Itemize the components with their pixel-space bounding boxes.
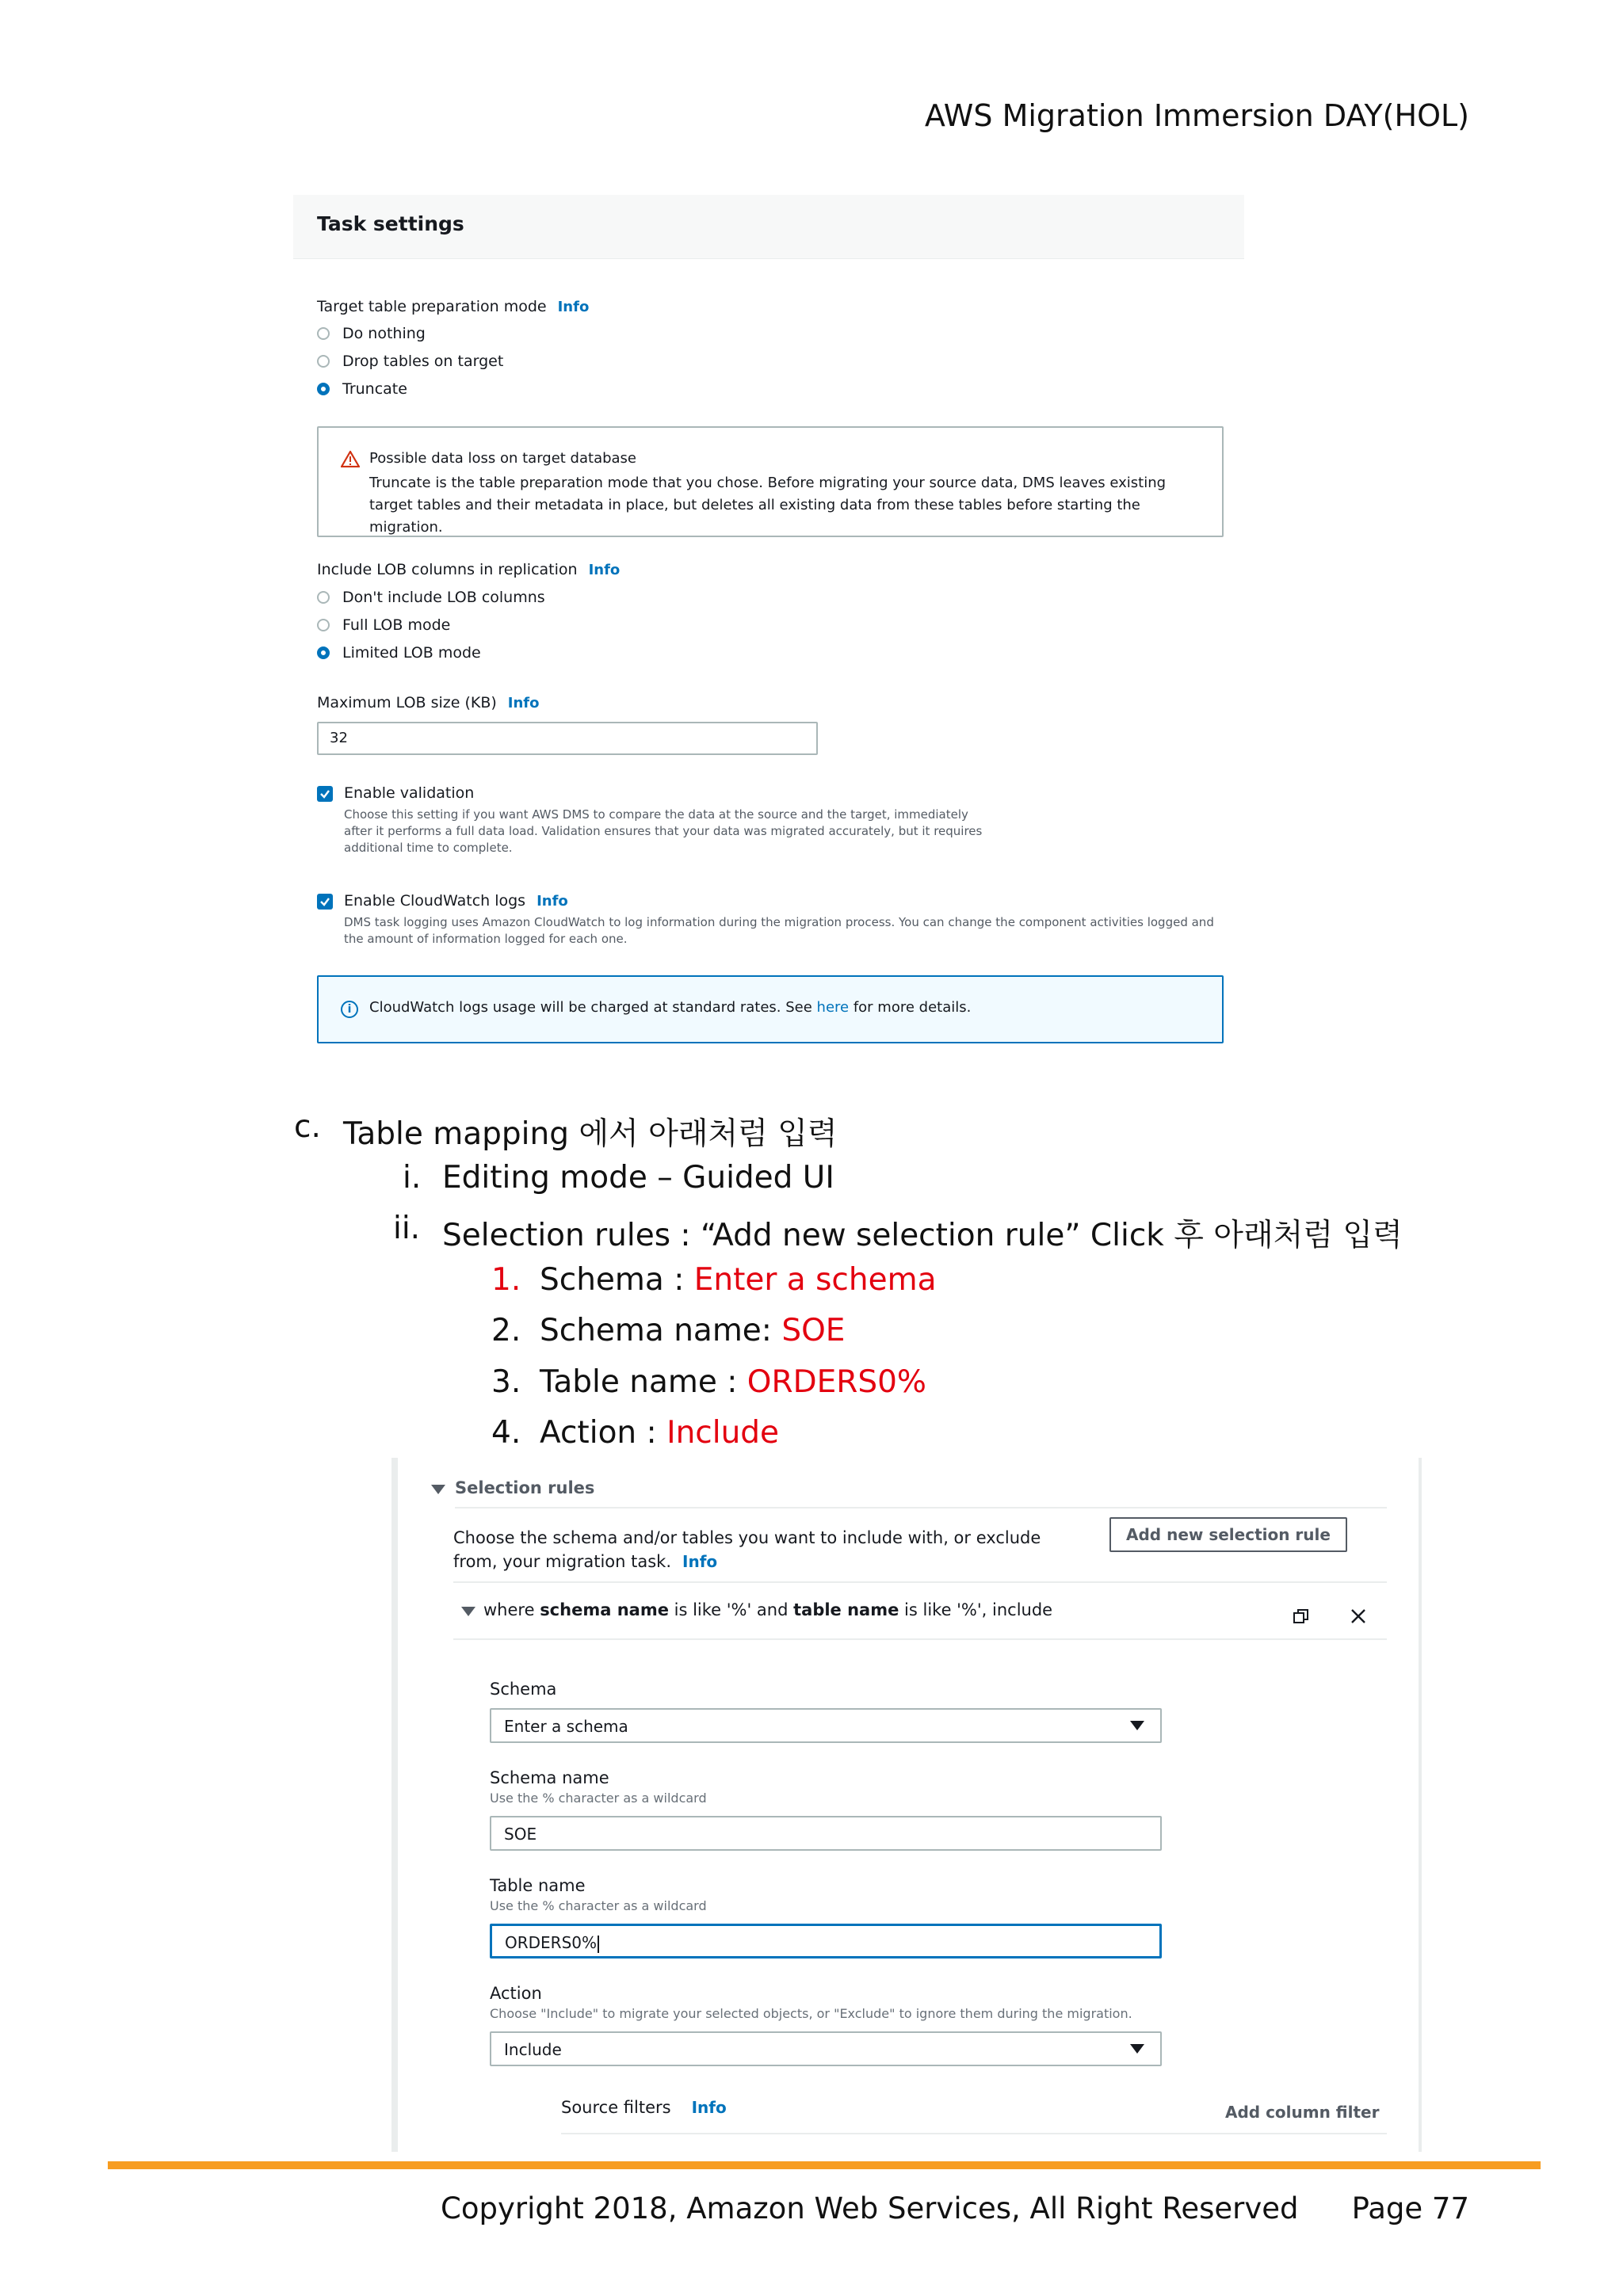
dropdown-caret-icon xyxy=(1130,2044,1144,2054)
schema-select[interactable]: Enter a schema xyxy=(490,1708,1162,1743)
max-lob-label: Maximum LOB size (KB) Info xyxy=(317,694,540,711)
prep-mode-info-link[interactable]: Info xyxy=(557,299,590,315)
selection-rules-intro: Choose the schema and/or tables you want to include with, or exclude from, your migration task. Info xyxy=(453,1528,1041,1571)
schema-name-input[interactable]: SOE xyxy=(490,1816,1162,1851)
add-new-selection-rule-button[interactable]: Add new selection rule xyxy=(1109,1517,1347,1552)
divider xyxy=(561,2133,1387,2134)
warning-body: Truncate is the table preparation mode that you chose. Before migrating your source data, DMS leaves existing target tables and their metadata in place, but deletes all existing data from these tables before starting the migration. xyxy=(369,475,1167,536)
step-3: Table name : ORDERS0% xyxy=(540,1364,926,1400)
outline-ii-marker: ii. xyxy=(393,1211,421,1246)
source-filters-label: Source filters Info xyxy=(561,2098,727,2117)
table-name-hint: Use the % character as a wildcard xyxy=(490,1898,707,1913)
selection-rules-title[interactable]: Selection rules xyxy=(455,1478,595,1497)
action-hint: Choose "Include" to migrate your selected objects, or "Exclude" to ignore them during the migration. xyxy=(490,2006,1132,2021)
outline-c-marker: c. xyxy=(294,1109,321,1145)
data-loss-warning xyxy=(317,426,1224,537)
radio-unselected-icon xyxy=(317,591,330,604)
action-select[interactable]: Include xyxy=(490,2031,1162,2066)
footer-accent-line xyxy=(108,2161,1541,2169)
cloudwatch-description: DMS task logging uses Amazon CloudWatch to log information during the migration process. You can change the component activities logged and the amount of information logged for each one. xyxy=(344,915,1214,946)
here-link[interactable]: here xyxy=(816,999,850,1016)
cloudwatch-info-link[interactable]: Info xyxy=(537,893,568,910)
radio-limited-lob[interactable]: Limited LOB mode xyxy=(317,644,481,662)
collapse-triangle-icon[interactable] xyxy=(431,1485,445,1494)
rule-summary: where schema name is like '%' and table name is like '%', include xyxy=(483,1600,1053,1619)
checkmark-icon xyxy=(319,788,331,800)
add-column-filter-button[interactable]: Add column filter xyxy=(1225,2103,1380,2122)
task-settings-header xyxy=(293,195,1244,259)
text-cursor xyxy=(598,1936,599,1953)
panel-left-border xyxy=(391,1458,398,2152)
schema-name-hint: Use the % character as a wildcard xyxy=(490,1791,707,1806)
prep-mode-label: Target table preparation mode Info xyxy=(317,298,590,315)
radio-unselected-icon xyxy=(317,355,330,368)
schema-name-label: Schema name xyxy=(490,1768,609,1787)
table-name-label: Table name xyxy=(490,1876,586,1895)
max-lob-size-input[interactable]: 32 xyxy=(317,722,818,755)
max-lob-info-link[interactable]: Info xyxy=(507,695,540,711)
radio-drop-tables[interactable]: Drop tables on target xyxy=(317,353,503,370)
radio-selected-icon xyxy=(317,646,330,659)
step-1: Schema : Enter a schema xyxy=(540,1262,937,1298)
collapse-triangle-icon[interactable] xyxy=(461,1607,475,1616)
outline-i-text: Editing mode – Guided UI xyxy=(442,1160,834,1196)
radio-truncate[interactable]: Truncate xyxy=(317,380,407,398)
radio-do-nothing[interactable]: Do nothing xyxy=(317,325,426,342)
task-settings-panel xyxy=(293,195,1244,1052)
step-3-number: 3. xyxy=(491,1364,521,1400)
lob-info-link[interactable]: Info xyxy=(588,562,621,578)
notice-text: CloudWatch logs usage will be charged at standard rates. See here for more details. xyxy=(369,999,972,1016)
selection-rules-info-link[interactable]: Info xyxy=(682,1552,718,1571)
copy-icon[interactable] xyxy=(1292,1607,1311,1626)
divider xyxy=(453,1638,1387,1640)
divider xyxy=(455,1507,1387,1508)
action-label: Action xyxy=(490,1984,542,2003)
cloudwatch-label: Enable CloudWatch logs Info xyxy=(344,892,568,910)
radio-no-lob[interactable]: Don't include LOB columns xyxy=(317,589,545,606)
footer-page-number: Page 77 xyxy=(1351,2191,1469,2225)
step-1-number: 1. xyxy=(491,1262,521,1298)
step-2: Schema name: SOE xyxy=(540,1313,846,1348)
outline-c-text: Table mapping 에서 아래처럼 입력 xyxy=(343,1116,838,1152)
radio-selected-icon xyxy=(317,383,330,395)
info-icon: i xyxy=(341,1001,358,1018)
cloudwatch-checkbox[interactable] xyxy=(317,894,333,910)
lob-label: Include LOB columns in replication Info xyxy=(317,561,621,578)
schema-label: Schema xyxy=(490,1680,557,1699)
validation-label: Enable validation xyxy=(344,784,475,802)
dropdown-caret-icon xyxy=(1130,1721,1144,1730)
source-filters-info-link[interactable]: Info xyxy=(691,2098,727,2117)
radio-unselected-icon xyxy=(317,619,330,631)
validation-checkbox[interactable] xyxy=(317,786,333,802)
warning-icon xyxy=(341,450,360,467)
radio-unselected-icon xyxy=(317,327,330,340)
outline-i-marker: i. xyxy=(403,1160,422,1196)
task-settings-title: Task settings xyxy=(317,212,464,235)
document-header-title: AWS Migration Immersion DAY(HOL) xyxy=(924,98,1469,133)
radio-full-lob[interactable]: Full LOB mode xyxy=(317,616,450,634)
step-4: Action : Include xyxy=(540,1415,780,1451)
footer-copyright: Copyright 2018, Amazon Web Services, All Right Reserved xyxy=(441,2191,1299,2225)
validation-description: Choose this setting if you want AWS DMS to compare the data at the source and the target, immediately after it performs a full data load. Validation ensures that your data was migrated accurately, but it requires additional time to complete. xyxy=(344,807,983,855)
table-name-input[interactable]: ORDERS0% xyxy=(490,1924,1162,1958)
step-4-number: 4. xyxy=(491,1415,521,1451)
warning-title: Possible data loss on target database xyxy=(369,450,637,467)
close-icon[interactable] xyxy=(1349,1607,1368,1626)
divider xyxy=(453,1581,1387,1583)
outline-ii-text: Selection rules : “Add new selection rule” Click 후 아래처럼 입력 xyxy=(442,1218,1403,1253)
panel-right-border xyxy=(1419,1458,1422,2152)
cloudwatch-notice xyxy=(317,975,1224,1043)
step-2-number: 2. xyxy=(491,1313,521,1348)
checkmark-icon xyxy=(319,895,331,908)
selection-rules-panel xyxy=(391,1458,1422,2152)
